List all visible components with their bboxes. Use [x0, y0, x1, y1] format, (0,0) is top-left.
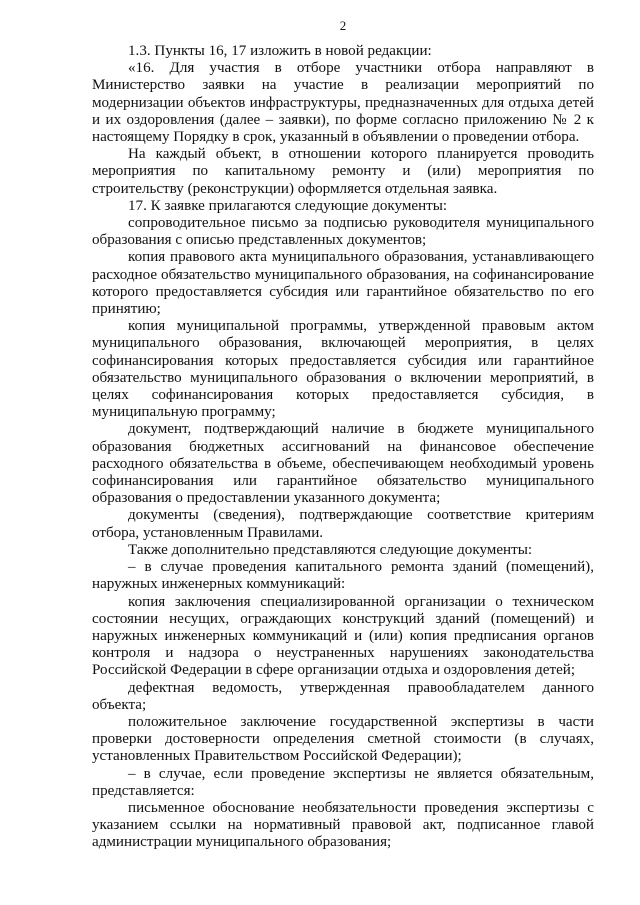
paragraph-criteria-documents: документы (сведения), подтверждающие соответствие критериям отбора, установленным Правилами. — [92, 507, 594, 541]
paragraph-defect-statement: дефектная ведомость, утвержденная правообладателем данного объекта; — [92, 679, 594, 713]
paragraph-budget-document: документ, подтверждающий наличие в бюджете муниципального образования бюджетных ассигнований на финансовое обеспечение расходного обязательства в объеме, обеспечивающем необходимый уровень софинансирования или гарантийное обязательство муниципального образования о предоставлении указанного документа; — [92, 421, 594, 507]
paragraph-16: «16. Для участия в отборе участники отбора направляют в Министерство заявки на участие в реализации мероприятий по модернизации объектов инфраструктуры, предназначенных для отдыха детей и их оздоровления (далее – заявки), по форме согласно приложению № 2 к настоящему Порядку в срок, указанный в объявлении о проведении отбора. — [92, 60, 594, 146]
page-number: 2 — [339, 18, 347, 33]
paragraph-state-expertise: положительное заключение государственной экспертизы в части проверки достоверности определения сметной стоимости (в случаях, установленных Правительством Российской Федерации); — [92, 713, 594, 765]
paragraph-municipal-program: копия муниципальной программы, утвержденной правовым актом муниципального образования, включающей мероприятия, в целях софинансирования которых предоставляется субсидия или гарантийное обязательство муниципального образования о включении мероприятий, в целях софинансирования которых предоставляется субсидия, в муниципальную программу; — [92, 318, 594, 421]
paragraph-legal-act-copy: копия правового акта муниципального образования, устанавливающего расходное обязательство муниципального образования, на софинансирование которого предоставляется субсидия или гарантийное обязательство по его принятию; — [92, 249, 594, 318]
document-body — [92, 43, 594, 852]
paragraph-1-3: 1.3. Пункты 16, 17 изложить в новой редакции: — [128, 43, 432, 59]
paragraph-separate-application: На каждый объект, в отношении которого планируется проводить мероприятия по капитальному ремонту и (или) мероприятия по строительству (реконструкции) оформляется отдельная заявка. — [92, 146, 594, 197]
paragraph-additional-documents: Также дополнительно представляются следующие документы: — [128, 541, 533, 558]
paragraph-capital-repair: – в случае проведения капитального ремонта зданий (помещений), наружных инженерных коммуникаций: — [92, 559, 594, 593]
paragraph-cover-letter: сопроводительное письмо за подписью руководителя муниципального образования с описью представленных документов; — [92, 215, 594, 249]
paragraph-technical-conclusion: копия заключения специализированной организации о техническом состоянии несущих, ограждающих конструкций зданий (помещений) и наружных инженерных коммуникаций и (или) копия предписания органов контроля и надзора о неустраненных нарушениях законодательства Российской Федерации в сфере организации отдыха и оздоровления детей; — [92, 593, 594, 679]
paragraph-written-justification: письменное обоснование необязательности проведения экспертизы с указанием ссылки на нормативный правовой акт, подписанное главой администрации муниципального образования; — [92, 799, 594, 851]
paragraph-no-expertise: – в случае, если проведение экспертизы не является обязательным, представляется: — [92, 765, 594, 799]
paragraph-17: 17. К заявке прилагаются следующие документы: — [128, 197, 448, 214]
